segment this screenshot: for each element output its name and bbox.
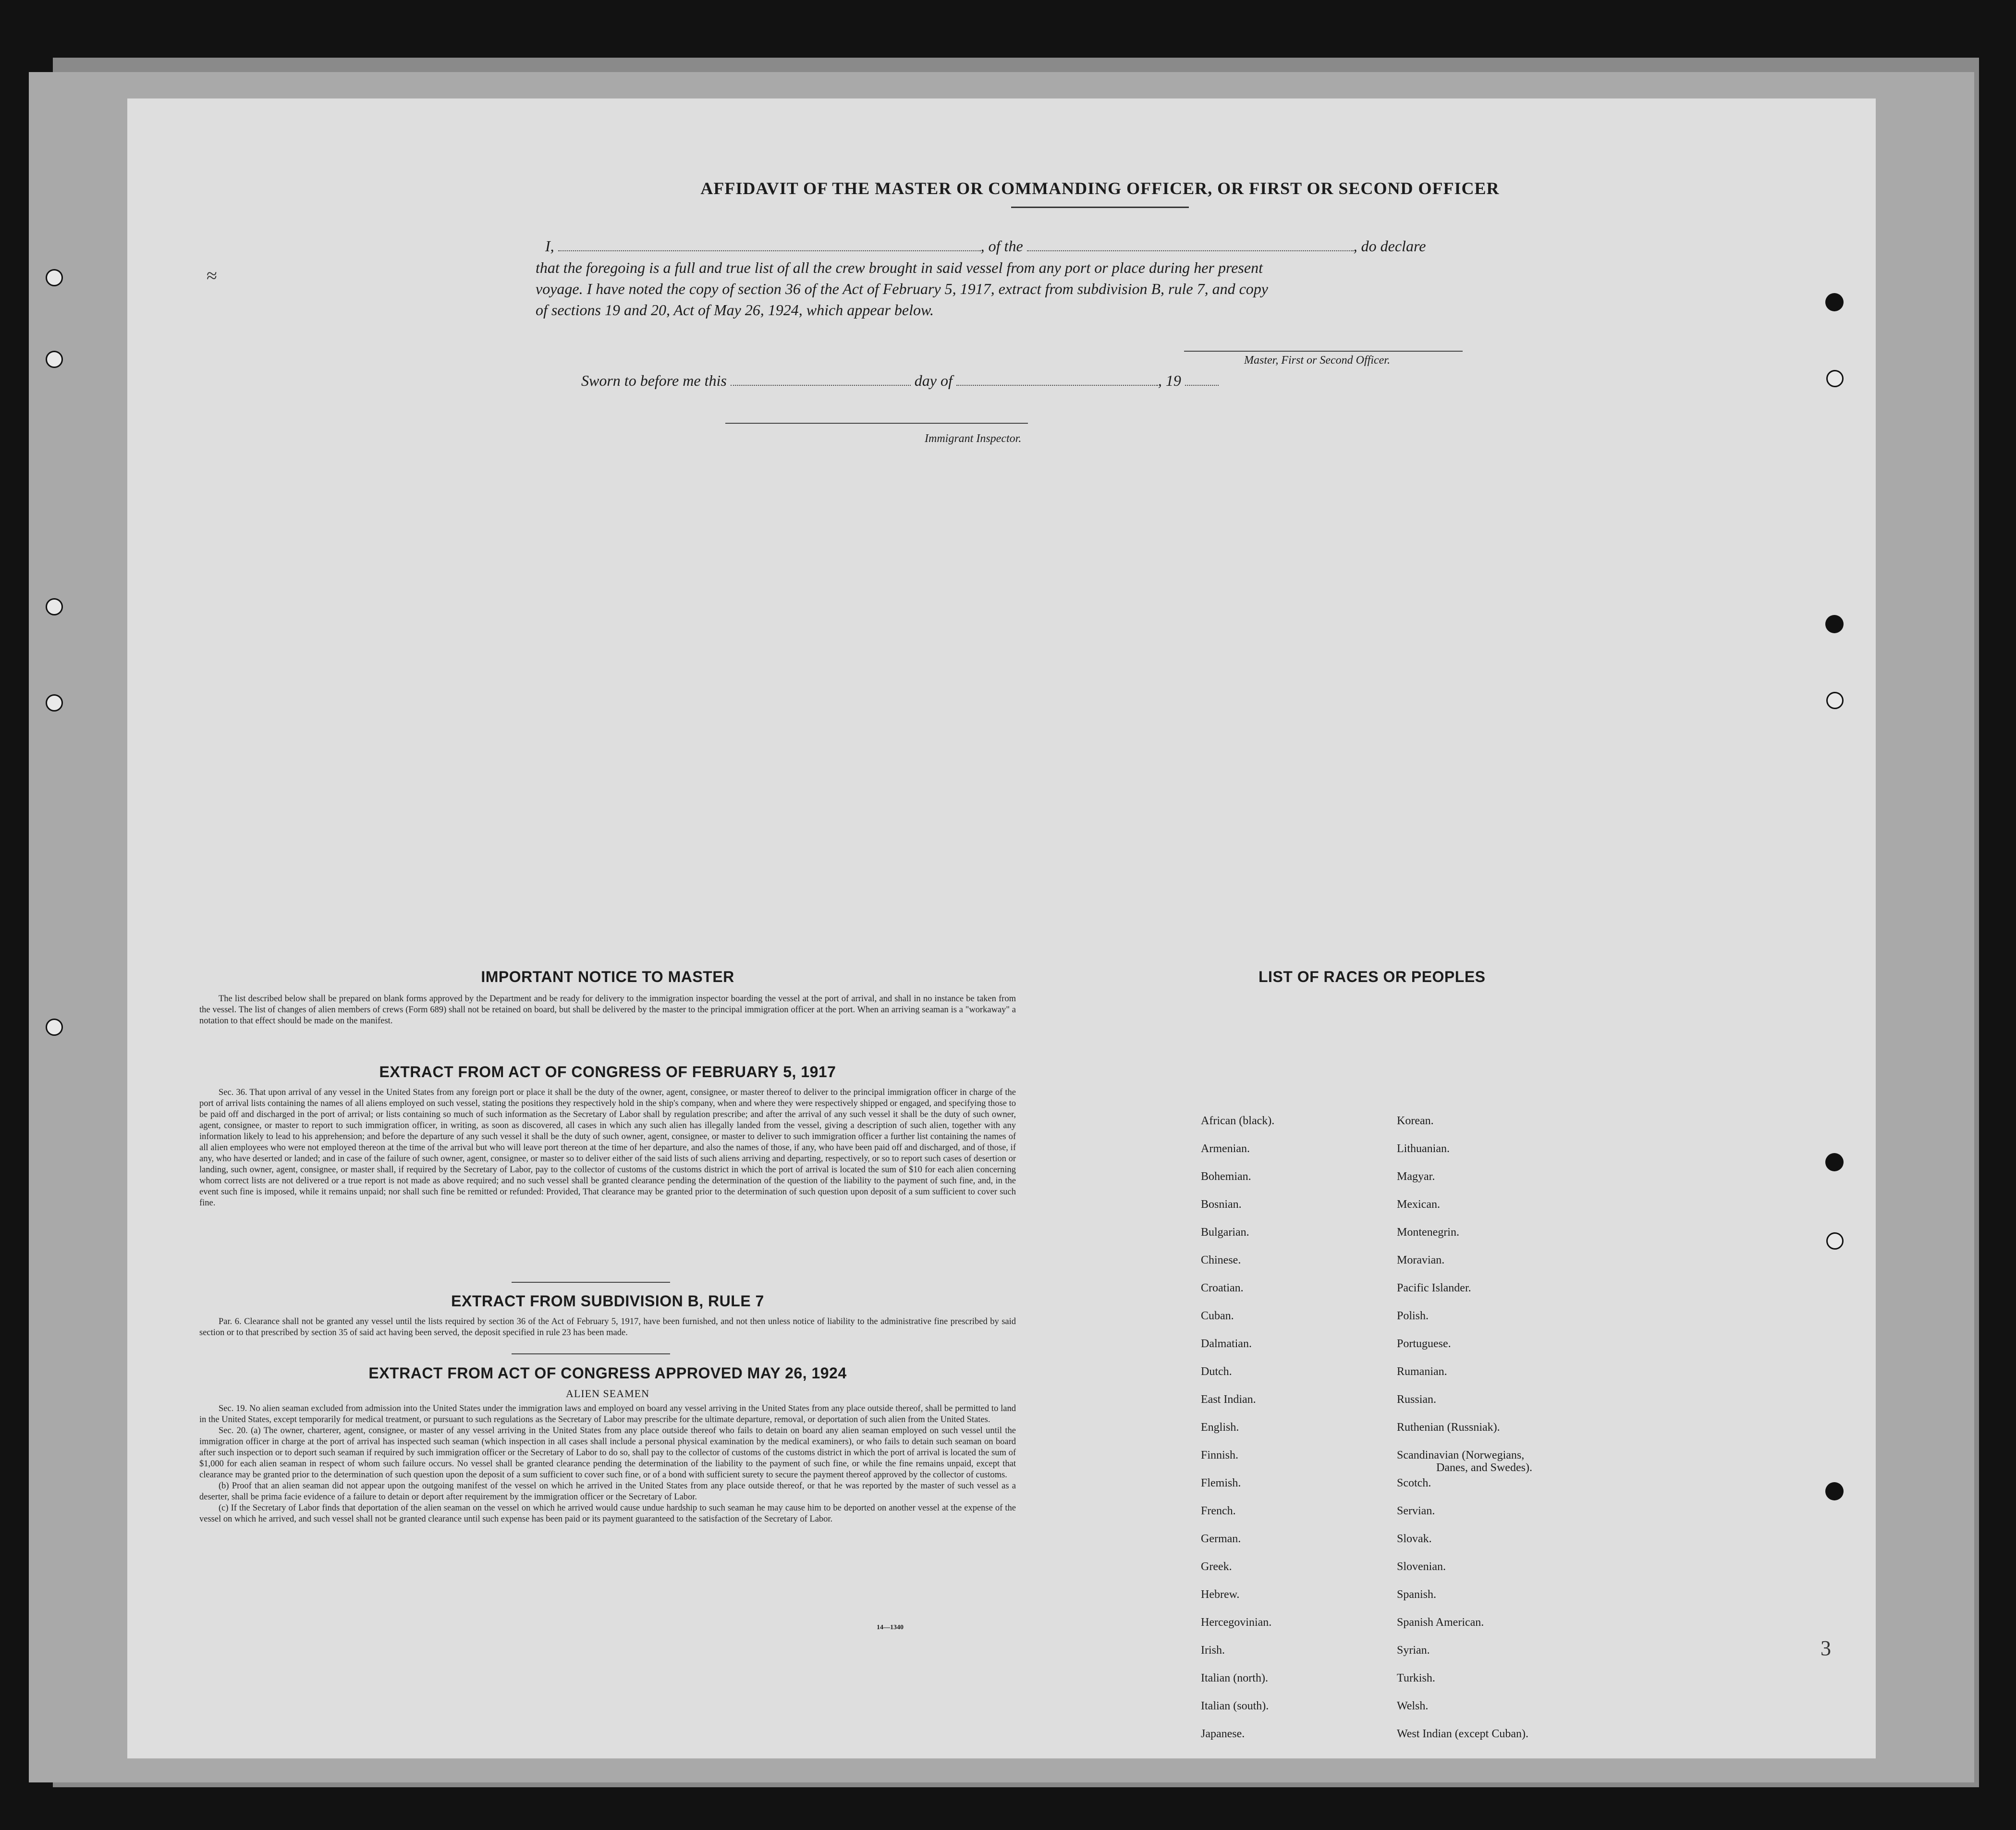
race-item: Scotch.: [1397, 1477, 1431, 1489]
race-item: Armenian.: [1201, 1142, 1250, 1155]
race-item: Syrian.: [1397, 1644, 1430, 1657]
affidavit-title: AFFIDAVIT OF THE MASTER OR COMMANDING OFFICER, OR FIRST OR SECOND OFFICER: [700, 179, 1500, 198]
race-item: Moravian.: [1397, 1254, 1445, 1266]
race-item: Dutch.: [1201, 1365, 1232, 1378]
binder-hole: [46, 351, 63, 368]
race-item: Finnish.: [1201, 1449, 1239, 1462]
binder-hole: [1825, 1153, 1844, 1171]
race-item: Turkish.: [1397, 1672, 1435, 1684]
binder-hole: [1826, 370, 1844, 387]
extract-rule7-text: Par. 6. Clearance shall not be granted any vessel until the lists required by section 36 of the Act of February 5, 1917, have been furnished, and not then unless notice of liability to the administrative fine prescribed by said section or to that prescribed by section 35 of said act having been served, the deposit specified in rule 23 has been made.: [199, 1317, 1016, 1338]
master-caption: Master, First or Second Officer.: [1244, 354, 1390, 367]
race-item: Polish.: [1397, 1310, 1429, 1322]
extract-1917-text: Sec. 36. That upon arrival of any vessel in the United States from any foreign port or place it shall be the duty of the owner, agent, consignee, or master thereof to deliver to the principal immigration officer in charge of the port of arrival lists containing the names of all aliens employed on such vessel, stating the positions they respectively hold in the ship's company, when and where they were respectively shipped or engaged, and specifying those to be paid off and discharged in the port of arrival; or lists containing so much of such information as the Secretary of Labor shall by regulation prescribe; and after the arrival of any such vessel it shall be the duty of such owner, agent, consignee, or master to report to such immigration officer, in writing, as soon as discovered, all cases in which any such alien has illegally landed from the vessel, giving a description of such alien, together with any information likely to lead to his apprehension; and before the departure of any such vessel it shall be the duty of such owner, agent, consignee, or master to deliver to such immigration officer a further list containing the names of all alien employees who were not employed thereon at the time of the arrival but who will leave port thereon at the time of her departure, and also the names of those, if any, who have been paid off and discharged, and of those, if any, who have deserted or landed; and in case of the failure of such owner, agent, consignee, or master so to deliver either of the said lists of such aliens arriving and departing, respectively, or so to report such cases of desertion or landing, such owner, agent, consignee, or master shall, if required by the Secretary of Labor, pay to the collector of customs of the customs district in which the port of arrival is located the sum of $10 for each alien concerning whom correct lists are not delivered or a true report is not made as above required; and no such vessel shall be granted clearance pending the determination of the question of the liability to the payment of such fine, and, in the event such fine is imposed, while it remains unpaid; nor shall such fine be remitted or refunded: Provided, That clearance may be granted prior to the determination of such question upon deposit of a sum sufficient to cover such fine.: [199, 1088, 1016, 1208]
race-item: Italian (north).: [1201, 1672, 1268, 1684]
day-of-label: day of: [914, 372, 953, 389]
race-item: Slovak.: [1397, 1533, 1432, 1545]
race-item: English.: [1201, 1421, 1239, 1434]
races-list: [127, 98, 1876, 1758]
race-item: Welsh.: [1397, 1700, 1429, 1712]
race-item: Servian.: [1397, 1505, 1435, 1517]
race-item: Flemish.: [1201, 1477, 1241, 1489]
race-item: French.: [1201, 1505, 1236, 1517]
handwritten-mark: ≈: [207, 265, 217, 286]
race-item: Croatian.: [1201, 1282, 1244, 1294]
race-item: Bosnian.: [1201, 1198, 1242, 1211]
race-item: Russian.: [1397, 1393, 1437, 1406]
do-declare-label: , do declare: [1353, 237, 1426, 255]
binder-hole: [1825, 293, 1844, 311]
race-item: Magyar.: [1397, 1170, 1435, 1183]
sec-20c-paragraph: (c) If the Secretary of Labor finds that deportation of the alien seaman on the vessel on which he arrived would cause undue hardship to such seaman he may cause him to be deported on another vessel at the expense of the vessel on which he arrived, and such vessel shall not be granted clearance until such expense has been paid or its payment guaranteed to the satisfaction of the Secretary of Labor.: [199, 1503, 1016, 1524]
binder-hole: [1825, 615, 1844, 633]
race-item: Irish.: [1201, 1644, 1225, 1657]
race-item: Greek.: [1201, 1560, 1232, 1573]
race-item: West Indian (except Cuban).: [1397, 1728, 1528, 1740]
binder-hole: [46, 1019, 63, 1036]
race-item: Bohemian.: [1201, 1170, 1251, 1183]
race-item: Pacific Islander.: [1397, 1282, 1471, 1294]
notice-title: IMPORTANT NOTICE TO MASTER: [481, 968, 734, 985]
binder-hole: [46, 694, 63, 712]
i-label: I,: [545, 237, 554, 255]
form-number: 14—1340: [877, 1624, 904, 1631]
sworn-label: Sworn to before me this: [581, 372, 727, 389]
race-item: Montenegrin.: [1397, 1226, 1459, 1239]
binder-hole: [1826, 692, 1844, 709]
notice-text: The list described below shall be prepared on blank forms approved by the Department and be ready for delivery to the immigration inspector boarding the vessel at the port of arrival, and shall in no instance be taken from the vessel. The list of changes of alien members of crews (Form 689) shall not be retained on board, but shall be delivered by the master to the principal immigration officer at the port. When an arriving seaman is a "workaway" a notation to that effect should be made on the manifest.: [199, 994, 1016, 1026]
binder-hole: [1825, 1482, 1844, 1500]
sec-19-paragraph: Sec. 19. No alien seaman excluded from admission into the United States under the immigration laws and employed on board any vessel arriving in the United States from any place outside thereof, shall be permitted to land in the United States, except temporarily for medical treatment, or pursuant to such regulations as the Secretary of Labor may prescribe for the ultimate departure, removal, or deportation of such alien from the United States.: [199, 1404, 1016, 1425]
race-item: Scandinavian (Norwegians,: [1397, 1449, 1525, 1462]
race-item: Italian (south).: [1201, 1700, 1269, 1712]
extract-1917-title: EXTRACT FROM ACT OF CONGRESS OF FEBRUARY 5, 1917: [379, 1063, 836, 1081]
race-item: Chinese.: [1201, 1254, 1241, 1266]
alien-seamen-subtitle: ALIEN SEAMEN: [566, 1388, 649, 1400]
race-item: Cuban.: [1201, 1310, 1234, 1322]
race-item: African (black).: [1201, 1115, 1275, 1127]
race-item: Dalmatian.: [1201, 1338, 1252, 1350]
affidavit-line-4: of sections 19 and 20, Act of May 26, 1924, which appear below.: [536, 301, 934, 319]
race-item: Ruthenian (Russniak).: [1397, 1421, 1500, 1434]
binder-hole: [46, 269, 63, 286]
affidavit-line-2: that the foregoing is a full and true list of all the crew brought in said vessel from any port or place during her present: [536, 259, 1263, 276]
race-item: Hebrew.: [1201, 1588, 1240, 1601]
sec-20b-paragraph: (b) Proof that an alien seaman did not appear upon the outgoing manifest of the vessel on which he arrived in the United States from any place outside thereof, or that he was reported by the master of such vessel as a deserter, shall be prima facie evidence of a failure to detain or deport after requirement by the immigration officer or the Secretary of Labor.: [199, 1481, 1016, 1502]
binder-hole: [1826, 1232, 1844, 1250]
race-item: Spanish American.: [1397, 1616, 1484, 1629]
race-item: Spanish.: [1397, 1588, 1437, 1601]
race-item: Rumanian.: [1397, 1365, 1447, 1378]
race-item: Korean.: [1397, 1115, 1434, 1127]
race-item: Bulgarian.: [1201, 1226, 1249, 1239]
binder-hole: [46, 598, 63, 615]
handwritten-mark: 3: [1821, 1636, 1831, 1660]
race-item: German.: [1201, 1533, 1241, 1545]
of-the-label: , of the: [980, 237, 1023, 255]
race-item: Mexican.: [1397, 1198, 1440, 1211]
race-item: Portuguese.: [1397, 1338, 1451, 1350]
race-item: Slovenian.: [1397, 1560, 1446, 1573]
affidavit-page: [127, 98, 1876, 1758]
extract-rule7-title: EXTRACT FROM SUBDIVISION B, RULE 7: [451, 1292, 764, 1310]
race-item: Japanese.: [1201, 1728, 1245, 1740]
race-item: Hercegovinian.: [1201, 1616, 1272, 1629]
race-item: East Indian.: [1201, 1393, 1256, 1406]
year-label: , 19: [1158, 372, 1181, 389]
sec-20a-paragraph: Sec. 20. (a) The owner, charterer, agent, consignee, or master of any vessel arriving in the United States from any place outside thereof who fails to detain on board any alien seaman employed on such vessel until the immigration officer in charge at the port of arrival has inspected such seaman (which inspection in all cases shall include a personal physical examination by the medical examiners), or who fails to detain such seaman on board after such inspection or to deport such seaman if required by such immigration officer or the Secretary of Labor to do so, shall pay to the collector of customs of the customs district in which the port of arrival is located the sum of $1,000 for each alien seaman in respect of whom such failure occurs. No vessel shall be granted clearance pending the determination of the liability to the payment of such fine, or while the fine remains unpaid, except that clearance may be granted prior to the determination of such question upon the deposit of a sum sufficient to cover such fine, or of a bond with sufficient surety to secure the payment thereof approved by the collector of customs.: [199, 1426, 1016, 1480]
affidavit-line-3: voyage. I have noted the copy of section 36 of the Act of February 5, 1917, extract from subdivision B, rule 7, and copy: [536, 280, 1268, 297]
extract-1924-title: EXTRACT FROM ACT OF CONGRESS APPROVED MAY 26, 1924: [368, 1364, 847, 1382]
race-item-continuation: Danes, and Swedes).: [1436, 1462, 1532, 1474]
races-title: LIST OF RACES OR PEOPLES: [1258, 968, 1486, 985]
inspector-caption: Immigrant Inspector.: [925, 432, 1022, 445]
race-item: Lithuanian.: [1397, 1142, 1450, 1155]
